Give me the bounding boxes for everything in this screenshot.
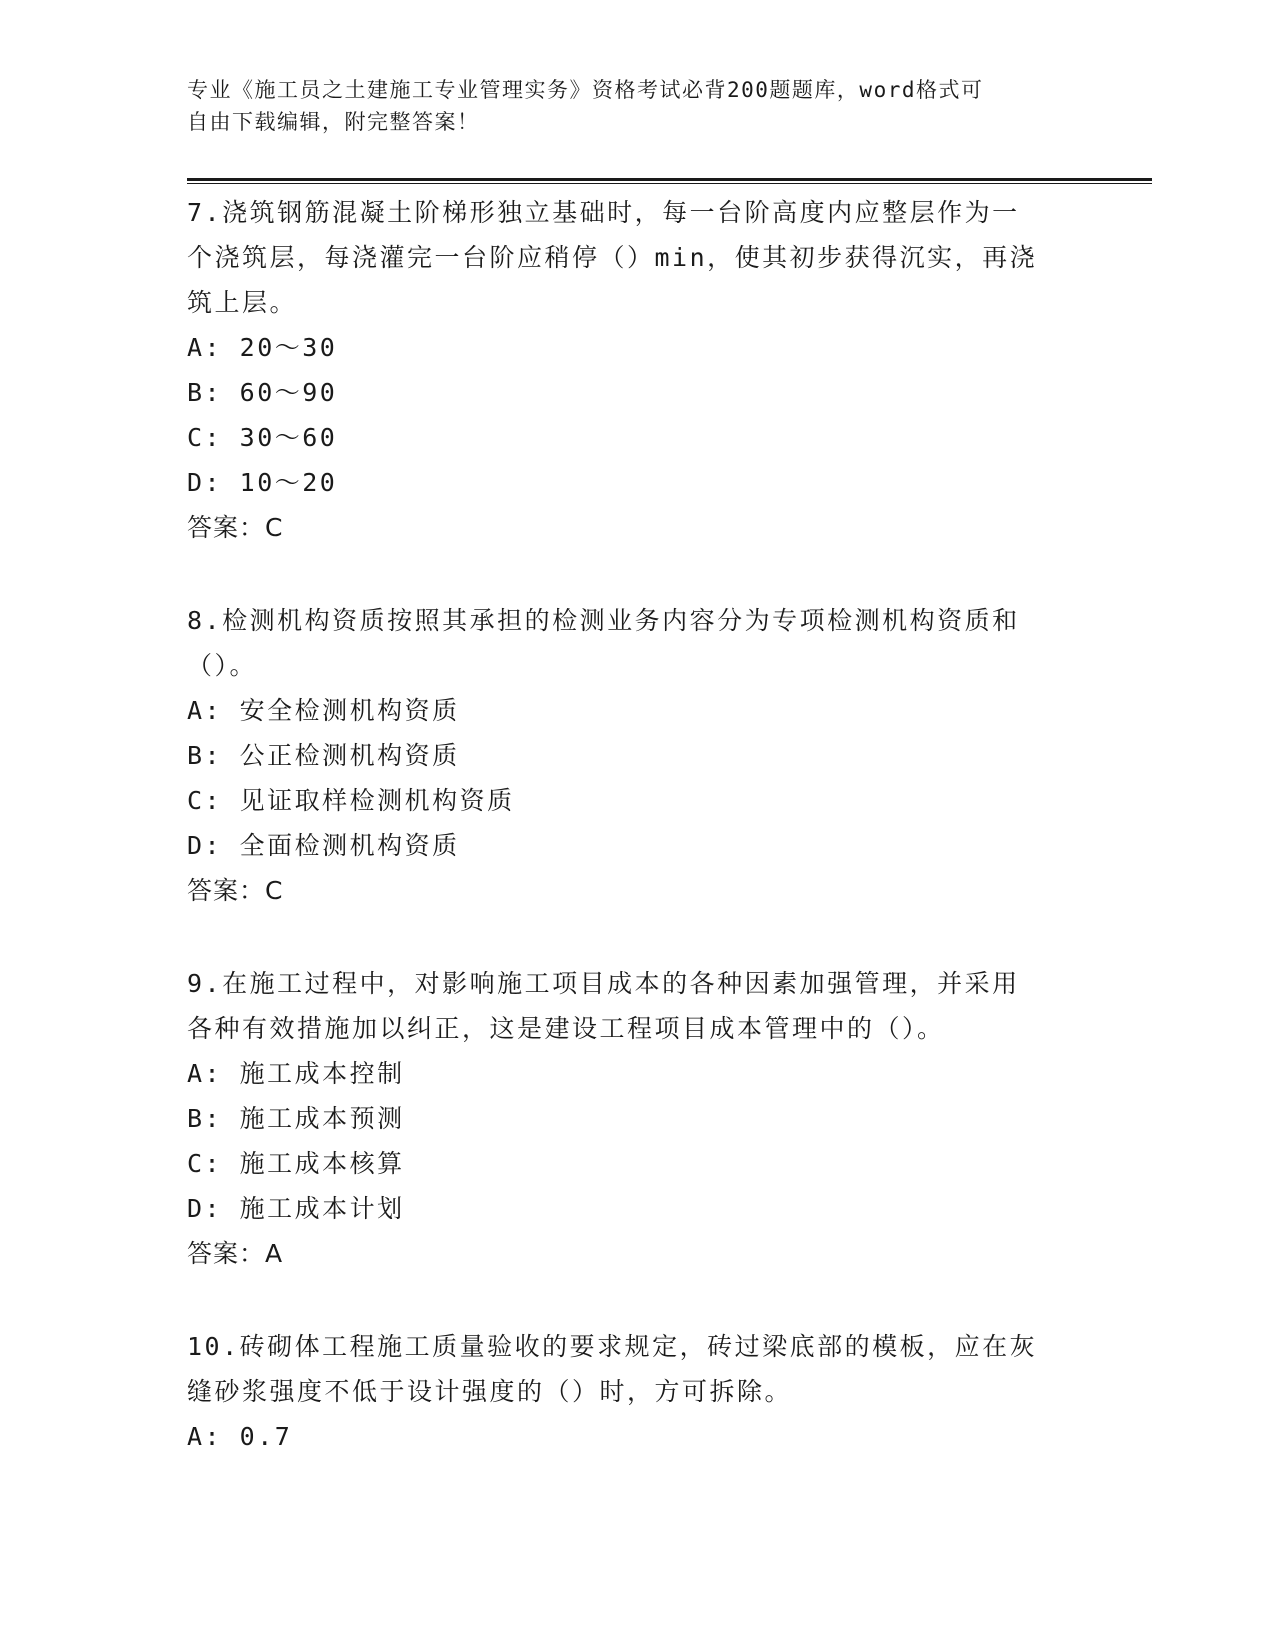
header-line-1: 专业《施工员之土建施工专业管理实务》资格考试必背200题题库，word格式可 xyxy=(187,78,984,102)
option-d: D: 全面检测机构资质 xyxy=(187,831,460,860)
question-text-line: （）。 xyxy=(187,651,258,680)
option-d: D: 施工成本计划 xyxy=(187,1194,405,1223)
question-10 xyxy=(187,1324,1087,1459)
answer-label: 答案：C xyxy=(187,876,284,905)
question-text-line: 各种有效措施加以纠正，这是建设工程项目成本管理中的（）。 xyxy=(187,1014,945,1043)
option-b: B: 公正检测机构资质 xyxy=(187,741,460,770)
option-c: C: 30～60 xyxy=(187,423,338,452)
header-divider-thick xyxy=(187,178,1152,181)
question-text-line: 10.砖砌体工程施工质量验收的要求规定，砖过梁底部的模板，应在灰 xyxy=(187,1332,1038,1361)
question-text-line: 8.检测机构资质按照其承担的检测业务内容分为专项检测机构资质和 xyxy=(187,606,1020,635)
question-7 xyxy=(187,190,1087,550)
option-a: A: 0.7 xyxy=(187,1422,293,1451)
header-divider-thin xyxy=(187,183,1152,184)
option-a: A: 施工成本控制 xyxy=(187,1059,405,1088)
question-9 xyxy=(187,961,1087,1276)
answer-label: 答案：A xyxy=(187,1239,284,1268)
option-c: C: 施工成本核算 xyxy=(187,1149,405,1178)
question-text-line: 筑上层。 xyxy=(187,288,298,317)
question-text-line: 7.浇筑钢筋混凝土阶梯形独立基础时，每一台阶高度内应整层作为一 xyxy=(187,198,1020,227)
question-8 xyxy=(187,598,1087,913)
question-text-line: 9.在施工过程中，对影响施工项目成本的各种因素加强管理，并采用 xyxy=(187,969,1020,998)
header-line-2: 自由下载编辑，附完整答案！ xyxy=(187,110,480,134)
option-a: A: 安全检测机构资质 xyxy=(187,696,460,725)
option-b: B: 施工成本预测 xyxy=(187,1104,405,1133)
question-text-line: 缝砂浆强度不低于设计强度的（）时，方可拆除。 xyxy=(187,1377,793,1406)
option-b: B: 60～90 xyxy=(187,378,338,407)
option-d: D: 10～20 xyxy=(187,468,338,497)
document-header xyxy=(187,74,1087,138)
question-text-line: 个浇筑层，每浇灌完一台阶应稍停（）min，使其初步获得沉实，再浇 xyxy=(187,243,1038,272)
option-a: A: 20～30 xyxy=(187,333,338,362)
answer-label: 答案：C xyxy=(187,513,284,542)
question-list xyxy=(187,190,1087,1507)
option-c: C: 见证取样检测机构资质 xyxy=(187,786,515,815)
